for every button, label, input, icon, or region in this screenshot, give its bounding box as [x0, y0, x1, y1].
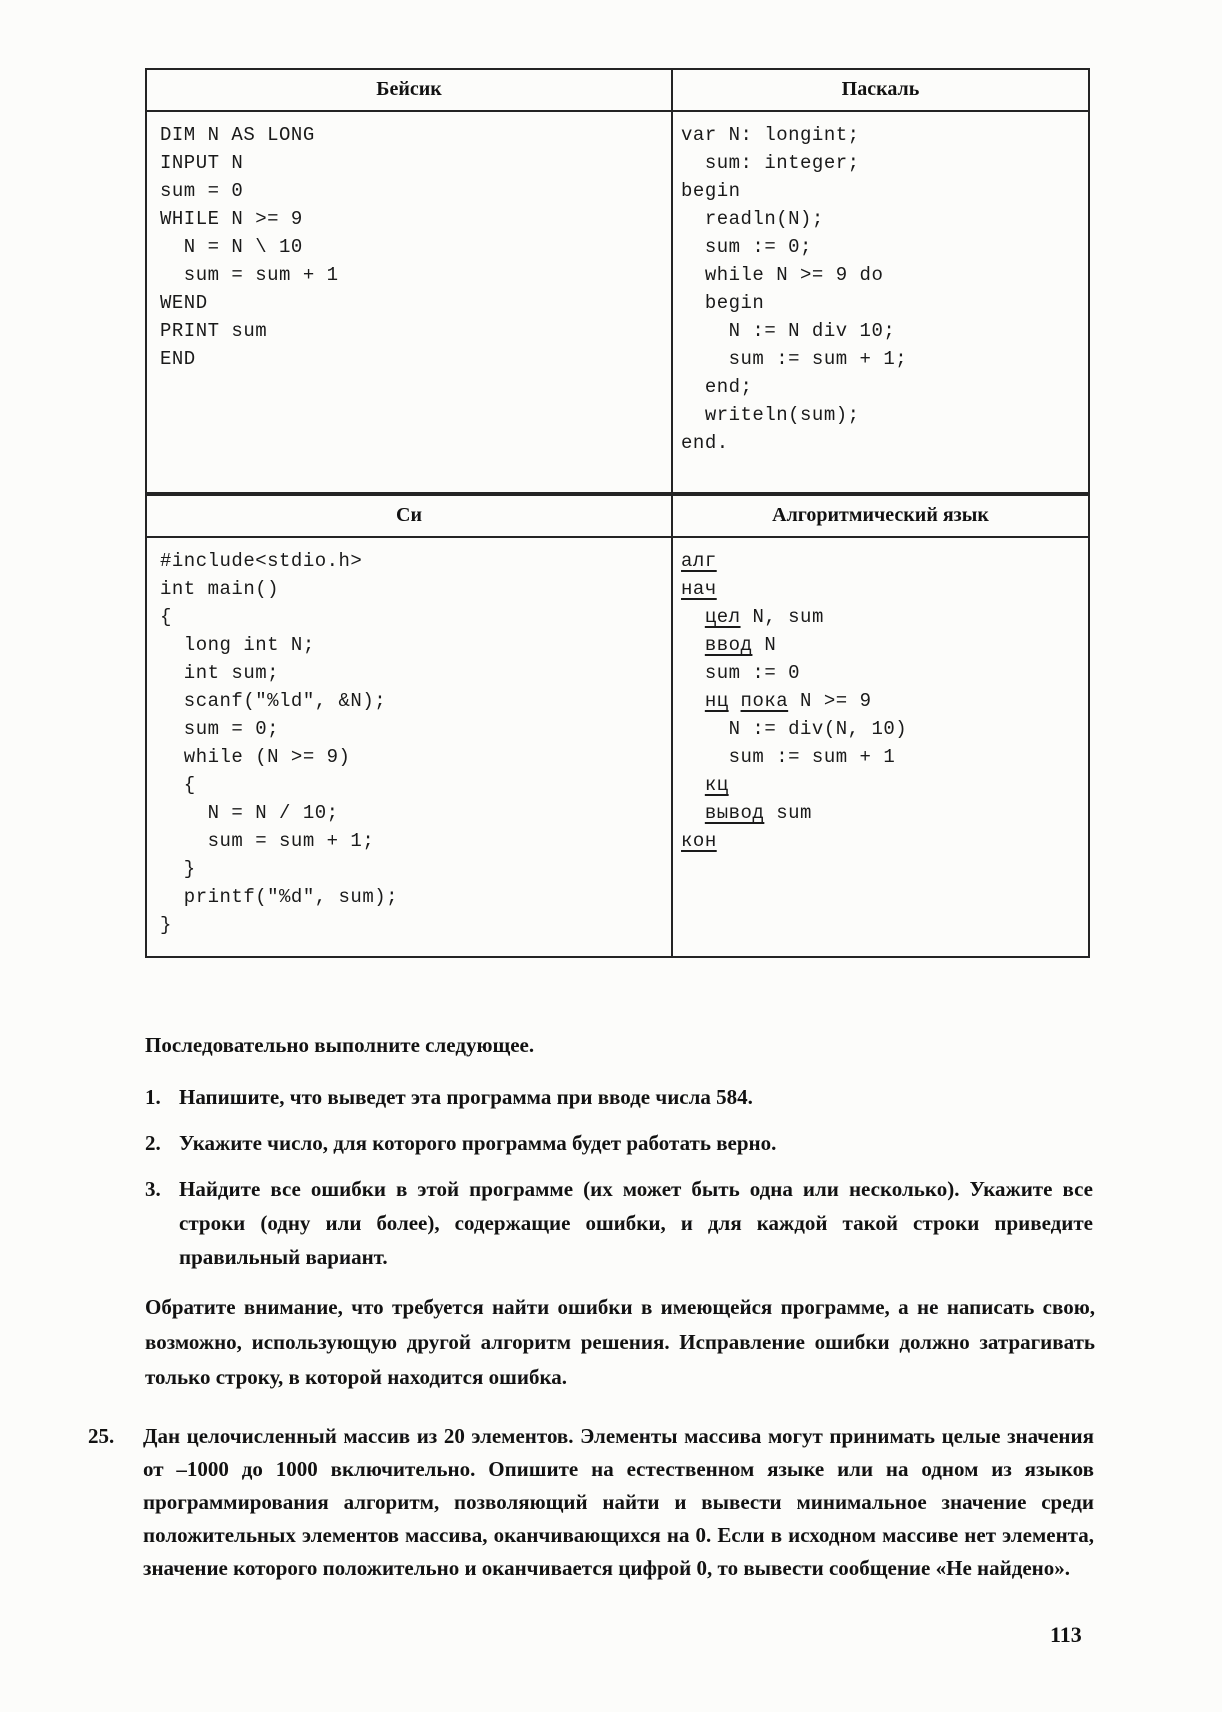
algorithmic-code-block [673, 538, 1088, 956]
code-line: N = N \ 10 [160, 236, 303, 258]
code-line: } [160, 914, 172, 936]
task-item-3 [145, 1172, 1093, 1274]
header-algorithmic: Алгоритмический язык [673, 494, 1088, 538]
code-line: WEND [160, 292, 208, 314]
header-basic: Бейсик [147, 70, 673, 112]
problem-number: 25. [88, 1424, 115, 1448]
table-code-row-2 [147, 538, 1088, 956]
code-line: WHILE N >= 9 [160, 208, 303, 230]
code-line: кон [681, 830, 717, 852]
code-line: PRINT sum [160, 320, 268, 342]
task-item-text: Напишите, что выведет эта программа при вводе числа 584. [179, 1085, 753, 1109]
code-line: writeln(sum); [681, 404, 860, 426]
code-line: N := div(N, 10) [681, 718, 908, 740]
header-c: Си [147, 494, 673, 538]
code-line: end. [681, 432, 729, 454]
code-line: readln(N); [681, 208, 824, 230]
code-line: кц [704, 774, 729, 796]
task-item-number: 2. [145, 1131, 161, 1155]
table-header-row-1 [147, 70, 1088, 112]
code-line: while (N >= 9) [160, 746, 351, 768]
task-item-number: 3. [145, 1177, 161, 1201]
code-line: begin [681, 292, 765, 314]
page-number: 113 [1050, 1622, 1082, 1647]
code-line: { [160, 606, 172, 628]
task-item-1 [145, 1080, 1093, 1114]
code-line: вывод sum [704, 802, 812, 824]
code-line: sum: integer; [681, 152, 860, 174]
code-line: sum := sum + 1; [681, 348, 908, 370]
code-line: цел N, sum [704, 606, 824, 628]
code-line: long int N; [160, 634, 315, 656]
code-line: printf("%d", sum); [160, 886, 399, 908]
code-line: var N: longint; [681, 124, 860, 146]
code-line: INPUT N [160, 152, 244, 174]
code-line: end; [681, 376, 753, 398]
code-line: sum = sum + 1 [160, 264, 339, 286]
problem-text: Дан целочисленный массив из 20 элементов. Элементы массива могут принимать целые значения от –1000 до 1000 включительно. Опишите на естественном языке или на одном из языков программирования алгоритм, позволяющий найти и вывести минимальное значение среди положительных элементов массива, оканчивающихся на 0. Если в исходном массиве нет элемента, значение которого положительно и оканчивается цифрой 0, то вывести сообщение «Не найдено». [143, 1424, 1094, 1580]
code-line: алг [681, 550, 717, 572]
problem-25 [88, 1420, 1094, 1585]
code-line: sum := 0; [681, 236, 812, 258]
attention-note: Обратите внимание, что требуется найти ошибки в имеющейся программе, а не написать свою, возможно, использующую другой алгоритм решения. Исправление ошибки должно затрагивать только строку, в которой находится ошибка. [145, 1295, 1095, 1389]
code-line: END [160, 348, 196, 370]
table-header-row-2 [147, 494, 1088, 538]
code-comparison-table [145, 68, 1090, 958]
tasks-intro-text: Последовательно выполните следующее. [145, 1033, 535, 1057]
task-item-text: Укажите число, для которого программа будет работать верно. [179, 1131, 777, 1155]
pascal-code-block [673, 112, 1088, 494]
basic-code-block [147, 112, 673, 494]
code-line: while N >= 9 do [681, 264, 884, 286]
tasks-list [145, 1080, 1093, 1395]
code-line: N = N / 10; [160, 802, 339, 824]
code-line: int sum; [160, 662, 280, 684]
code-line: } [160, 858, 196, 880]
header-pascal: Паскаль [673, 70, 1088, 112]
table-code-row-1 [147, 112, 1088, 494]
code-line: begin [681, 180, 741, 202]
code-line: sum := sum + 1 [681, 746, 896, 768]
task-item-number: 1. [145, 1085, 161, 1109]
c-code-block [147, 538, 673, 956]
code-line: нц пока N >= 9 [704, 690, 872, 712]
task-item-2 [145, 1126, 1093, 1160]
task-item-text: Найдите все ошибки в этой программе (их может быть одна или несколько). Укажите все строки (одну или более), содержащие ошибки, и для каждой такой строки приведите правильный вариант. [179, 1177, 1093, 1269]
code-line: int main() [160, 578, 280, 600]
code-line: scanf("%ld", &N); [160, 690, 387, 712]
code-line: ввод N [704, 634, 777, 656]
code-line: sum = 0 [160, 180, 244, 202]
code-line: DIM N AS LONG [160, 124, 315, 146]
code-line: { [160, 774, 196, 796]
code-line: sum = 0; [160, 718, 280, 740]
code-line: нач [681, 578, 717, 600]
code-line: #include<stdio.h> [160, 550, 363, 572]
code-line: sum := 0 [681, 662, 801, 684]
code-line: sum = sum + 1; [160, 830, 375, 852]
code-line: N := N div 10; [681, 320, 896, 342]
